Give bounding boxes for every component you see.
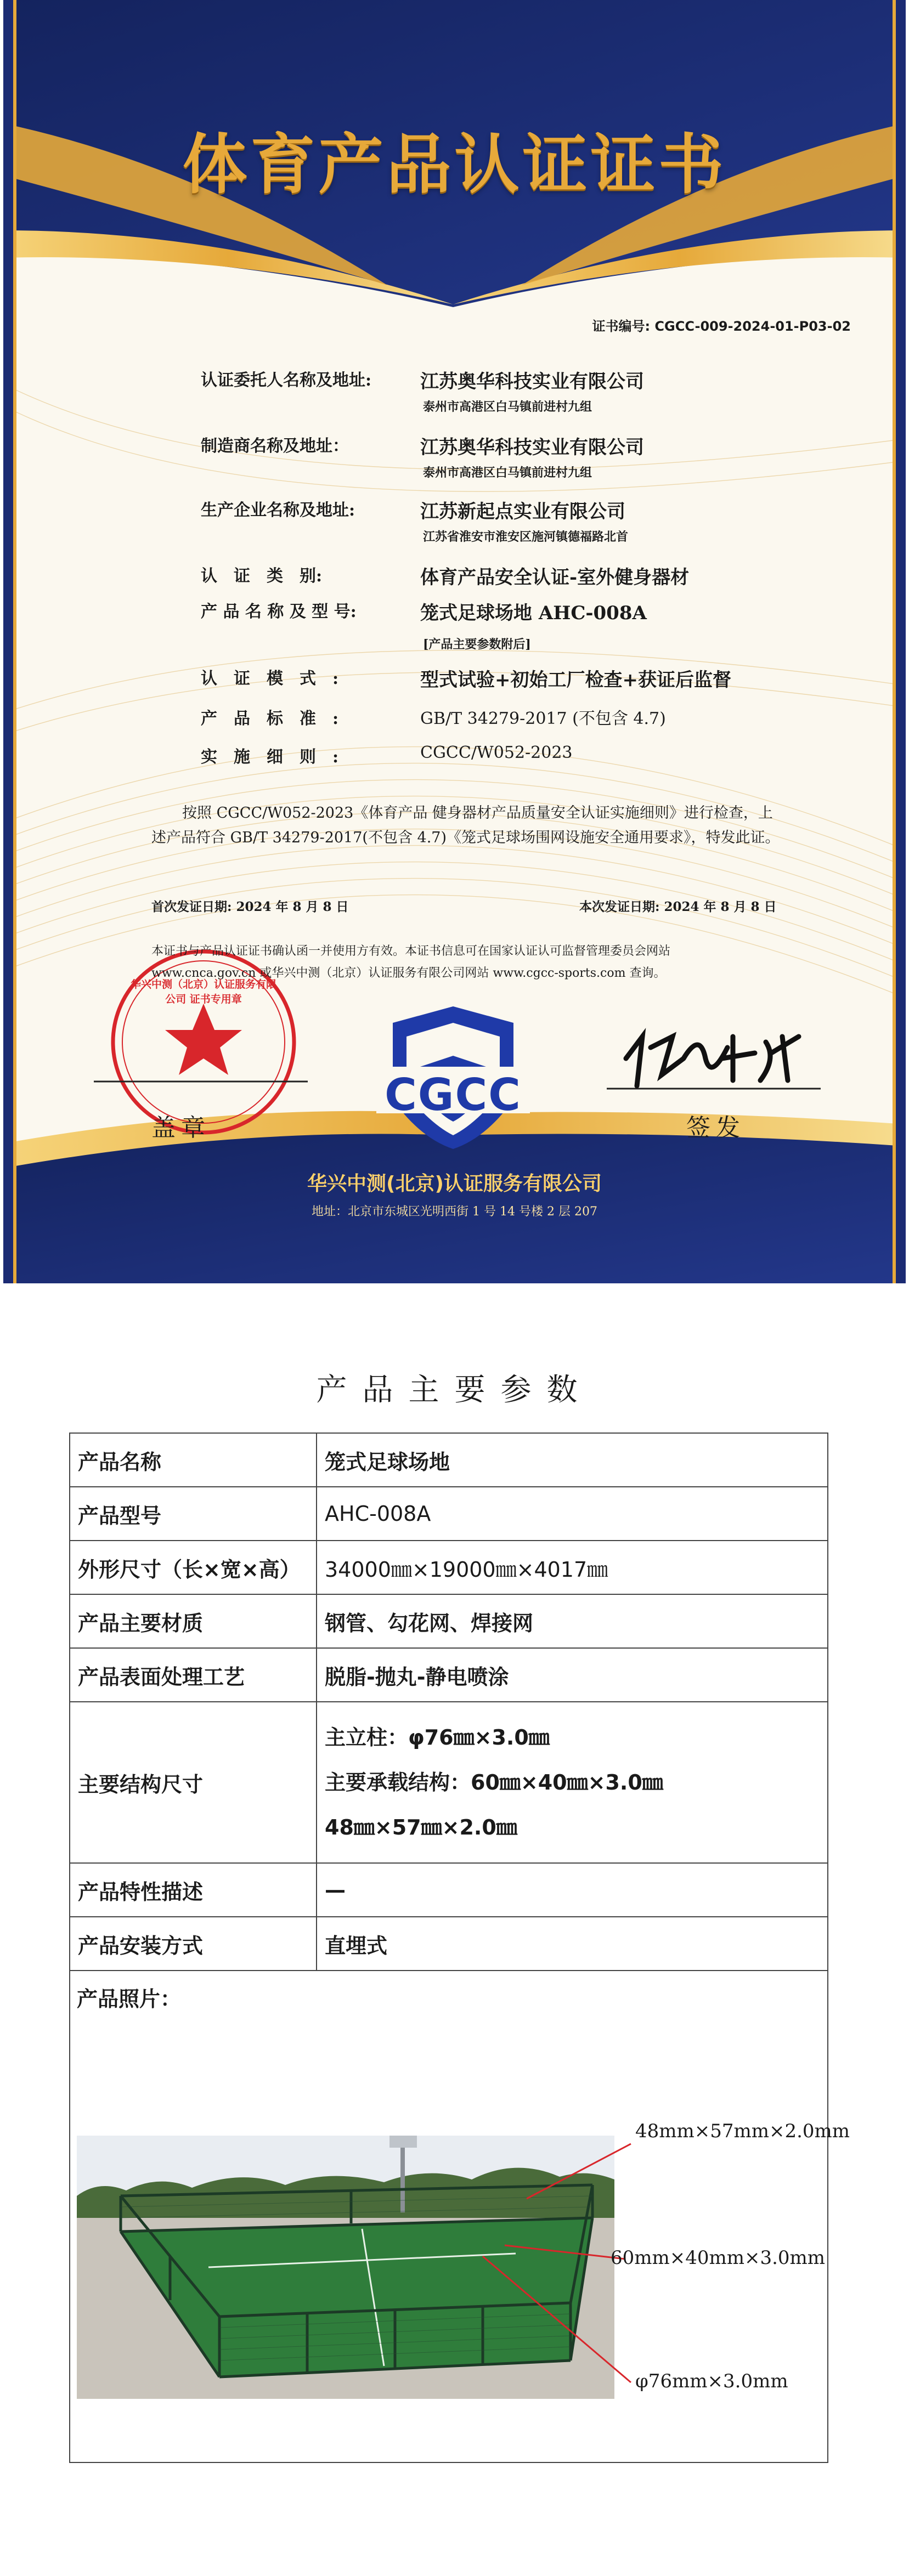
issuer-name: 华兴中测(北京)认证服务有限公司 (307, 1173, 602, 1195)
params-title: 产品主要参数 (316, 1372, 593, 1408)
callout-label: 48mm×57mm×2.0mm (635, 2120, 850, 2142)
photo-label: 产品照片： (77, 1987, 182, 2011)
field-label: 产 品 名 称 及 型 号: (201, 602, 357, 621)
param-value: 钢管、勾花网、焊接网 (317, 1594, 828, 1648)
field-subvalue: 泰州市高港区白马镇前进村九组 (423, 466, 592, 480)
seal-text: 华兴中测（北京）认证服务有限公司 证书专用章 (130, 978, 276, 1005)
callout-label: φ76mm×3.0mm (635, 2370, 788, 2392)
field-label: 认证委托人名称及地址: (201, 371, 372, 390)
certificate-title: 体育产品认证证书 (182, 127, 727, 202)
param-value: 直埋式 (317, 1917, 828, 1971)
field-label: 认 证 模 式 : (201, 669, 339, 688)
param-key: 产品型号 (70, 1487, 317, 1541)
callout-label: 60mm×40mm×3.0mm (611, 2247, 826, 2269)
table-row (70, 1541, 828, 1594)
field-subvalue: 泰州市高港区白马镇前进村九组 (423, 400, 592, 414)
table-row (70, 1594, 828, 1648)
param-key: 产品特性描述 (70, 1863, 317, 1917)
table-row (70, 1863, 828, 1917)
param-key: 产品安装方式 (70, 1917, 317, 1971)
table-row (70, 1917, 828, 1971)
param-key: 主要结构尺寸 (70, 1702, 317, 1863)
seal-label: 盖章 (151, 1114, 211, 1142)
certificate-statement: 按照 CGCC/W052-2023《体育产品 健身器材产品质量安全认证实施细则》进行检查，上述产品符合 GB/T 34279-2017(不包含 4.7)《笼式足球场围网设施安全通用要求》，特发此证。 (151, 805, 780, 846)
certificate (3, 0, 906, 1283)
param-value: AHC-008A (317, 1487, 828, 1541)
certificate-number: 证书编号: CGCC-009-2024-01-P03-02 (592, 319, 851, 334)
table-row (70, 1433, 828, 1487)
params-table (69, 1433, 850, 2463)
param-line: 主要承载结构：60㎜×40㎜×3.0㎜ (325, 1770, 663, 1794)
param-value: 脱脂-抛丸-静电喷涂 (317, 1648, 828, 1702)
field-value: 江苏新起点实业有限公司 (420, 501, 625, 523)
certificate-notice: 本证书与产品认证证书确认函一并使用方有效。本证书信息可在国家认证认可监督管理委员会网站 www.cnca.gov.cn 或华兴中测（北京）认证服务有限公司网站 www.cgcc-sports.com 查询。 (151, 944, 671, 980)
field-label: 产 品 标 准 : (201, 709, 339, 728)
field-value: 体育产品安全认证-室外健身器材 (420, 567, 690, 588)
field-value: 型式试验+初始工厂检查+获证后监督 (420, 669, 731, 691)
table-row (70, 1487, 828, 1541)
field-label: 认 证 类 别: (201, 567, 323, 586)
field-label: 生产企业名称及地址: (201, 501, 355, 520)
param-line: 48㎜×57㎜×2.0㎜ (325, 1815, 517, 1839)
param-value: 笼式足球场地 (317, 1433, 828, 1487)
param-key: 产品表面处理工艺 (70, 1648, 317, 1702)
cgcc-logo-text: CGCC (385, 1069, 522, 1120)
field-label: 制造商名称及地址： (201, 437, 349, 456)
sign-label: 签发 (686, 1114, 746, 1142)
param-key: 产品主要材质 (70, 1594, 317, 1648)
first-issue-date: 首次发证日期: 2024 年 8 月 8 日 (151, 899, 349, 914)
field-value: CGCC/W052-2023 (420, 743, 573, 762)
field-value: 江苏奥华科技实业有限公司 (420, 371, 644, 393)
param-key: 产品名称 (70, 1433, 317, 1487)
field-value: 江苏奥华科技实业有限公司 (420, 437, 644, 458)
issuer-address: 地址：北京市东城区光明西街 1 号 14 号楼 2 层 207 (312, 1205, 597, 1219)
field-subvalue: 江苏省淮安市淮安区施河镇德福路北首 (423, 530, 629, 544)
param-value (317, 1702, 828, 1863)
param-line: 主立柱：φ76㎜×3.0㎜ (325, 1725, 550, 1750)
param-value: 34000㎜×19000㎜×4017㎜ (317, 1541, 828, 1594)
field-label: 实 施 细 则 : (201, 748, 339, 767)
param-value: — (317, 1863, 828, 1917)
field-subvalue: [产品主要参数附后] (423, 637, 531, 652)
table-row (70, 1971, 828, 2462)
param-key: 外形尺寸（长×宽×高） (70, 1541, 317, 1594)
field-value: GB/T 34279-2017 (不包含 4.7) (420, 709, 666, 728)
table-row (70, 1648, 828, 1702)
field-value: 笼式足球场地 AHC-008A (420, 602, 647, 624)
table-row (70, 1702, 828, 1863)
photo-cell (70, 1971, 850, 2462)
this-issue-date: 本次发证日期: 2024 年 8 月 8 日 (579, 899, 777, 914)
